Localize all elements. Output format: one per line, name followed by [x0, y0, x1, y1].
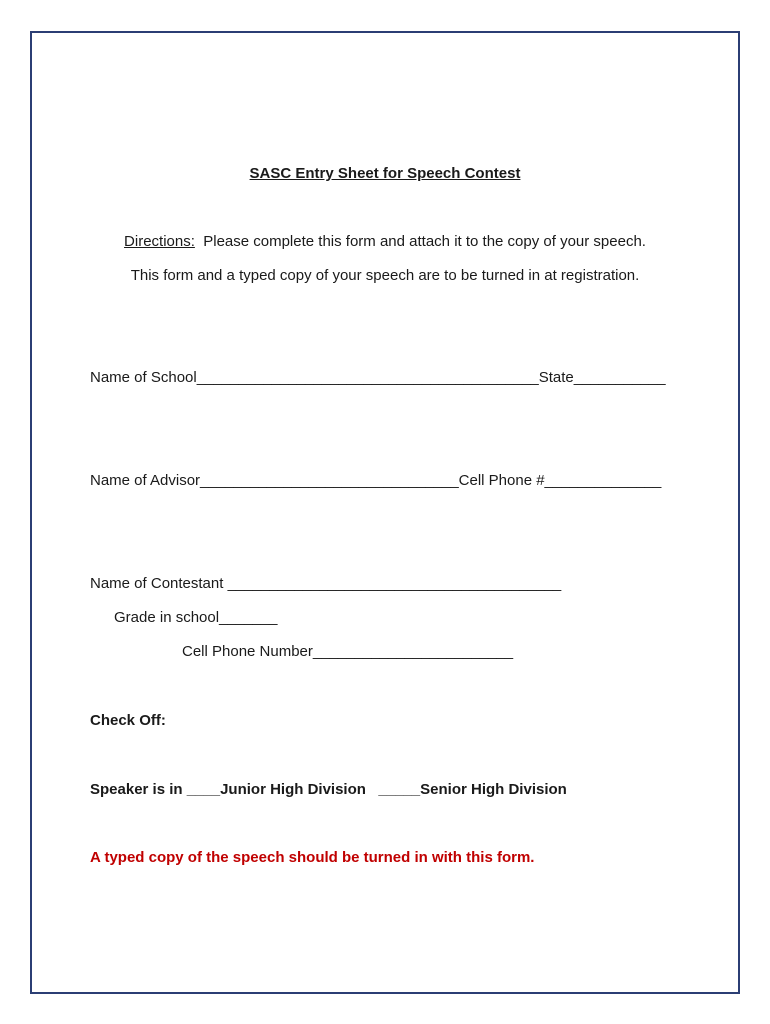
contestant-name-field[interactable]: Name of Contestant ________________________________________: [90, 575, 562, 592]
school-state-field[interactable]: Name of School_________________________________________State___________: [90, 369, 666, 386]
typed-copy-note: A typed copy of the speech should be turned in with this form.: [90, 849, 535, 866]
grade-field[interactable]: Grade in school_______: [114, 609, 278, 626]
check-off-heading: Check Off:: [90, 712, 166, 729]
contestant-cell-field[interactable]: Cell Phone Number________________________: [182, 643, 514, 660]
advisor-phone-field[interactable]: Name of Advisor_______________________________Cell Phone #______________: [90, 472, 662, 489]
form-title: SASC Entry Sheet for Speech Contest: [249, 165, 521, 182]
directions-label: Directions:: [124, 233, 195, 250]
division-checkoff[interactable]: Speaker is in ____Junior High Division _____Senior High Division: [90, 781, 567, 798]
directions-line-1: [0, 232, 770, 252]
directions-text-1: Please complete this form and attach it to the copy of your speech.: [194, 233, 646, 250]
directions-line-2: This form and a typed copy of your speech are to be turned in at registration.: [130, 267, 640, 284]
